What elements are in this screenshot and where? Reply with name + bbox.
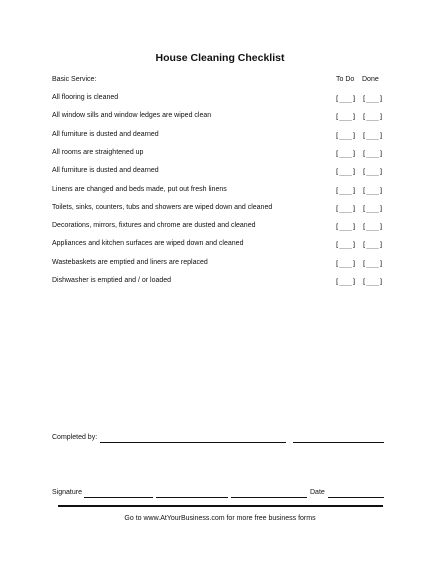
signature-line-1[interactable] bbox=[84, 497, 153, 498]
checklist-row bbox=[0, 277, 440, 289]
todo-checkbox[interactable]: [___] bbox=[335, 95, 357, 103]
todo-checkbox[interactable]: [___] bbox=[335, 259, 357, 268]
done-checkbox[interactable]: [___] bbox=[362, 131, 384, 140]
checklist-row bbox=[0, 222, 440, 234]
checklist-row bbox=[0, 167, 440, 179]
signature-label: Signature bbox=[52, 489, 82, 496]
checklist-row bbox=[0, 186, 440, 198]
date-line[interactable] bbox=[328, 497, 384, 498]
checklist-item-label: All furniture is dusted and dearned bbox=[52, 130, 159, 138]
todo-checkbox[interactable]: [___] bbox=[335, 204, 357, 213]
done-checkbox[interactable]: [___] bbox=[362, 113, 384, 122]
done-checkbox[interactable]: [___] bbox=[362, 278, 384, 286]
checklist-item-label: All furniture is dusted and dearned bbox=[52, 167, 159, 175]
footer-text: Go to www.AtYourBusiness.com for more free business forms bbox=[124, 515, 316, 522]
checklist-item-label: Appliances and kitchen surfaces are wiped down and cleaned bbox=[52, 240, 244, 248]
done-checkbox[interactable]: [___] bbox=[362, 204, 384, 213]
todo-checkbox[interactable]: [___] bbox=[335, 241, 357, 250]
checklist-row bbox=[0, 240, 440, 252]
todo-checkbox[interactable]: [___] bbox=[335, 149, 357, 158]
signature-line-2[interactable] bbox=[156, 497, 228, 498]
section-label: Basic Service: bbox=[52, 76, 97, 83]
todo-checkbox[interactable]: [___] bbox=[335, 278, 357, 286]
column-header-todo: To Do bbox=[336, 76, 355, 83]
completed-by-label: Completed by: bbox=[52, 434, 98, 441]
footer-divider bbox=[58, 505, 383, 507]
checklist-row bbox=[0, 112, 440, 124]
todo-checkbox[interactable]: [___] bbox=[335, 223, 357, 232]
checklist-row bbox=[0, 149, 440, 161]
todo-checkbox[interactable]: [___] bbox=[335, 131, 357, 140]
todo-checkbox[interactable]: [___] bbox=[335, 168, 357, 177]
done-checkbox[interactable]: [___] bbox=[362, 95, 384, 103]
column-header-done: Done bbox=[362, 76, 379, 83]
done-checkbox[interactable]: [___] bbox=[362, 186, 384, 195]
checklist-item-label: All rooms are straightened up bbox=[52, 148, 144, 156]
checklist-item-label: Linens are changed and beds made, put out fresh linens bbox=[52, 185, 227, 193]
checklist-row bbox=[0, 131, 440, 143]
date-label: Date bbox=[310, 489, 325, 496]
signature-line-3[interactable] bbox=[231, 497, 307, 498]
checklist-item-label: All window sills and window ledges are wiped clean bbox=[52, 112, 212, 120]
todo-checkbox[interactable]: [___] bbox=[335, 186, 357, 195]
checklist-row bbox=[0, 204, 440, 216]
todo-checkbox[interactable]: [___] bbox=[335, 113, 357, 122]
checklist-row bbox=[0, 259, 440, 271]
checklist-item-label: All flooring is cleaned bbox=[52, 94, 119, 101]
done-checkbox[interactable]: [___] bbox=[362, 223, 384, 232]
checklist-item-label: Toilets, sinks, counters, tubs and showers are wiped down and cleaned bbox=[52, 203, 273, 211]
page-title: House Cleaning Checklist bbox=[155, 52, 285, 64]
checklist-item-label: Dishwasher is emptied and / or loaded bbox=[52, 277, 172, 284]
done-checkbox[interactable]: [___] bbox=[362, 168, 384, 177]
checklist-row bbox=[0, 94, 440, 106]
done-checkbox[interactable]: [___] bbox=[362, 241, 384, 250]
completed-by-line-secondary[interactable] bbox=[293, 442, 384, 443]
completed-by-line[interactable] bbox=[100, 442, 286, 443]
done-checkbox[interactable]: [___] bbox=[362, 259, 384, 268]
checklist-item-label: Wastebaskets are emptied and liners are replaced bbox=[52, 258, 208, 266]
checklist-item-label: Decorations, mirrors, fixtures and chrome are dusted and cleaned bbox=[52, 222, 256, 230]
done-checkbox[interactable]: [___] bbox=[362, 149, 384, 158]
